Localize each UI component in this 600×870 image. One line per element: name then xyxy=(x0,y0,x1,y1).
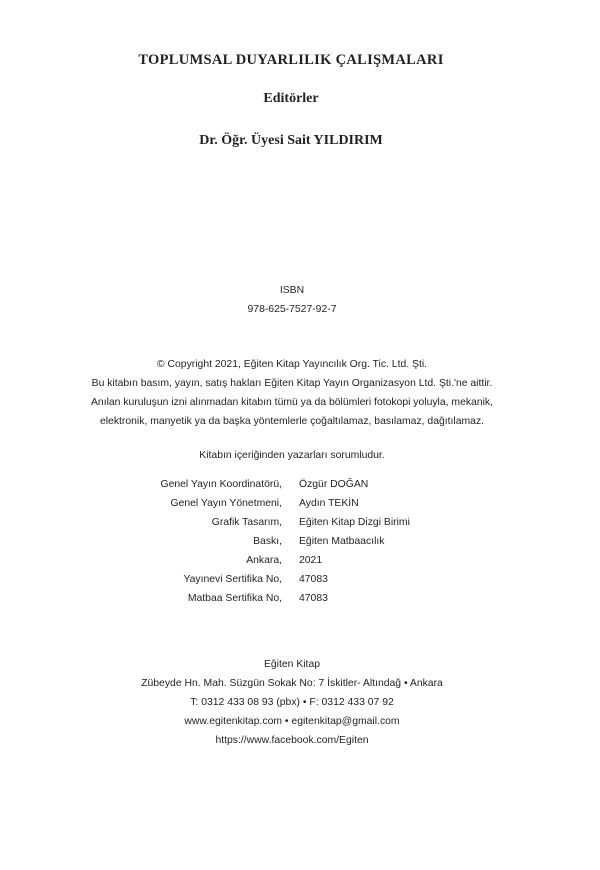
isbn-number: 978-625-7527-92-7 xyxy=(247,304,337,315)
credit-row xyxy=(0,494,600,513)
publisher-phone: T: 0312 433 08 93 (pbx) • F: 0312 433 07 92 xyxy=(190,697,394,708)
isbn-block xyxy=(0,281,584,319)
credits-table xyxy=(0,475,600,608)
publisher-name: Eğiten Kitap xyxy=(263,659,321,670)
reproduction-line-1: Anılan kuruluşun izni alınmadan kitabın tümü ya da bölümleri fotokopi yoluyla, mekanik, xyxy=(91,397,493,408)
credit-row xyxy=(0,589,600,608)
credit-value: Eğiten Kitap Dizgi Birimi xyxy=(299,517,410,528)
copyright-block xyxy=(0,355,584,431)
credit-label: Grafik Tasarım, xyxy=(211,517,282,528)
credit-label: Genel Yayın Koordinatörü, xyxy=(160,479,282,490)
credit-value: Özgür DOĞAN xyxy=(299,479,369,490)
publisher-facebook: https://www.facebook.com/Egiten xyxy=(215,735,369,746)
credit-label: Matbaa Sertifika No, xyxy=(187,593,282,604)
credit-row xyxy=(0,532,600,551)
credit-row xyxy=(0,570,600,589)
credit-row xyxy=(0,513,600,532)
editor-name: Dr. Öğr. Üyesi Sait YILDIRIM xyxy=(199,133,383,148)
credit-label: Genel Yayın Yönetmeni, xyxy=(170,498,282,509)
credit-row xyxy=(0,551,600,570)
credit-value: 47083 xyxy=(299,574,328,585)
copyright-line: © Copyright 2021, Eğiten Kitap Yayıncılık Org. Tic. Ltd. Şti. xyxy=(156,359,428,370)
responsibility-note: Kitabın içeriğinden yazarları sorumludur. xyxy=(199,450,385,461)
isbn-label: ISBN xyxy=(279,285,305,296)
editors-heading: Editörler xyxy=(263,91,319,106)
credit-value: Aydın TEKİN xyxy=(299,498,359,509)
credit-label: Yayınevi Sertifika No, xyxy=(183,574,282,585)
credit-label: Ankara, xyxy=(246,555,282,566)
reproduction-line-2: elektronik, manyetik ya da başka yöntemlerle çoğaltılamaz, basılamaz, dağıtılamaz. xyxy=(99,416,485,427)
credit-label: Baskı, xyxy=(253,536,282,547)
publisher-block xyxy=(0,655,584,750)
credit-value: 2021 xyxy=(299,555,323,566)
rights-line: Bu kitabın basım, yayın, satış hakları Eğiten Kitap Yayın Organizasyon Ltd. Şti.'ne aittir. xyxy=(91,378,493,389)
book-title: TOPLUMSAL DUYARLILIK ÇALIŞMALARI xyxy=(138,52,444,68)
credit-row xyxy=(0,475,600,494)
publisher-web-email: www.egitenkitap.com • egitenkitap@gmail.com xyxy=(184,716,400,727)
publisher-address: Zübeyde Hn. Mah. Süzgün Sokak No: 7 İskitler- Altındağ • Ankara xyxy=(141,678,443,689)
credit-value: 47083 xyxy=(299,593,328,604)
credit-value: Eğiten Matbaacılık xyxy=(299,536,385,547)
